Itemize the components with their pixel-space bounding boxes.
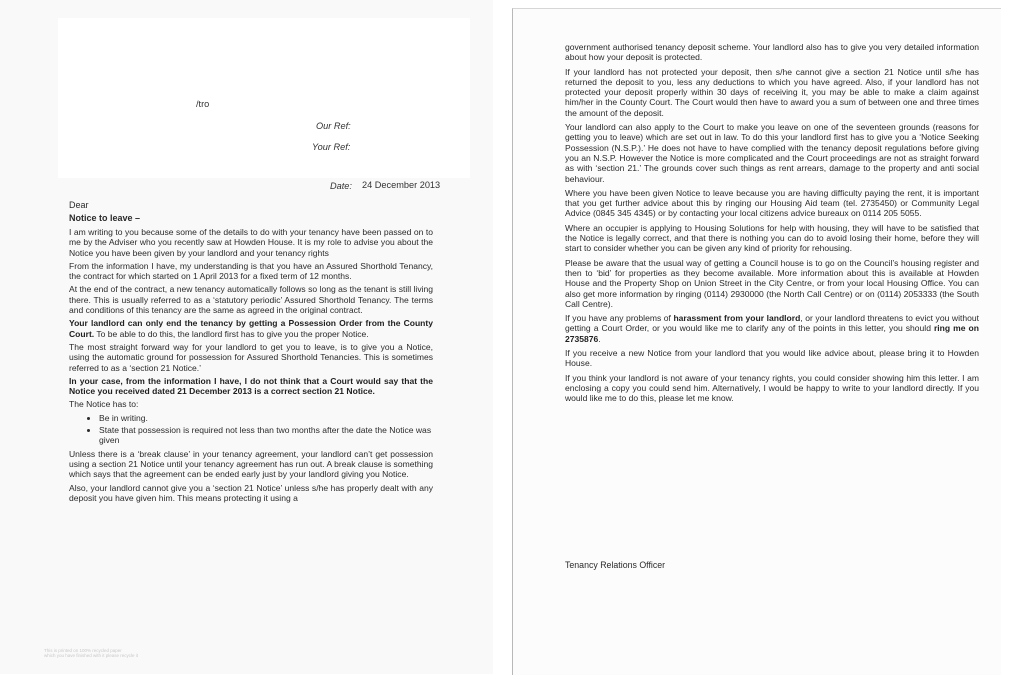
paragraph: Where an occupier is applying to Housing Solutions for help with housing, they will have to be satisfied that the Notice is legally correct, and that there is nothing you can do to avoid losing their home, before they will start to consider whether you can be given any kind of priority for rehousing. xyxy=(565,222,979,254)
paragraph: The most straight forward way for your landlord to get you to leave, is to give you a Notice, using the automatic ground for possession for Assured Shorthold Tenancies. This is sometimes referred to as a ‘section 21 Notice.’ xyxy=(69,341,433,373)
list-item: • State that possession is required not less than two months after the date the Notice was given xyxy=(99,425,433,446)
letter-page-2 xyxy=(512,8,1001,675)
paragraph-text: . xyxy=(598,333,601,344)
bold-paragraph: In your case, from the information I have, I do not think that a Court would say that the Notice you received dated 21 December 2013 is a correct section 21 Notice. xyxy=(69,375,433,397)
scan-gap xyxy=(493,0,512,674)
paragraph: If your landlord has not protected your deposit, then s/he cannot give a section 21 Notice until s/he has returned the deposit to you, less any deductions to which you have agreed. Also, if your landlord has not protected your deposit properly within 30 days of receiving it, you may be able to make a claim against him/her in the County Court. The Court would then have to award you a sum of between one and three times the amount of the deposit. xyxy=(565,66,979,118)
paragraph: Please be aware that the usual way of getting a Council house is to go on the Council’s housing register and then to ‘bid’ for properties as they become available. More information about this is available at Howden House and the Property Shop on Union Street in the City Centre, or from your local Housing Office. You can also get more information by ringing (0114) 2930000 (the North Call Centre) or on (0114) 2053333 (the South Call Centre). xyxy=(565,257,979,309)
paragraph: From the information I have, my understanding is that you have an Assured Shorthold Tenancy, the contract for which started on 1 April 2013 for a fixed term of 12 months. xyxy=(69,260,433,282)
paragraph xyxy=(565,313,979,344)
signature-title: Tenancy Relations Officer xyxy=(565,560,666,570)
your-ref-label: Your Ref: xyxy=(312,142,351,152)
paragraph-text: , or your landlord threatens to evict you without getting a Court Order, or you would like me to clarify any of the points in this letter, you should xyxy=(565,313,979,334)
letter-body-page-1 xyxy=(69,200,433,506)
paragraph: At the end of the contract, a new tenancy automatically follows so long as the tenant is still living there. This is usually referred to as a ‘statutory periodic’ Assured Shorthold Tenancy. The terms and conditions of this tenancy are the same as agreed in the original contract. xyxy=(69,284,433,316)
subject-heading: Notice to leave – xyxy=(69,213,141,223)
bold-phrase: harassment from your landlord xyxy=(673,313,801,324)
date-label: Date: xyxy=(330,181,352,191)
paragraph xyxy=(69,318,433,339)
footnote-line: which you have finished with it please recycle it xyxy=(44,653,139,658)
paragraph: I am writing to you because some of the details to do with your tenancy have been passed on to me by the Adviser who you recently saw at Howden House. It is my role to advise you about the Notice you have been given by your landlord and your tenancy rights xyxy=(69,227,433,258)
requirements-list xyxy=(69,413,433,446)
paragraph-text: If you have any problems of xyxy=(565,313,674,324)
list-item: • Be in writing. xyxy=(99,413,433,423)
paragraph: Your landlord can also apply to the Court to make you leave on one of the seventeen grounds (reasons for getting you to leave) which are set out in law. To do this your landlord first has to give you a ‘Notice Seeking Possession (N.S.P.).’ He does not have to have complied with the tenancy deposit regulations before giving you an N.S.P. However the Notice is more complicated and the Court proceedings are not as straight forward as with ‘section 21.’ The grounds cover such things as rent arrears, damage to the property and anti social behaviour. xyxy=(565,122,979,184)
bold-statement: Your landlord can only end the tenancy by getting a Possession Order from the County Court. xyxy=(69,318,433,339)
paragraph: If you receive a new Notice from your landlord that you would like advice about, please bring it to Howden House. xyxy=(565,348,979,369)
phone-number: ring me on 2735876 xyxy=(565,323,979,344)
paragraph: Unless there is a ‘break clause’ in your tenancy agreement, your landlord can’t get possession using a section 21 Notice until your tenancy agreement has run out. A break clause is something which says that the agreement can be ended early just by your landlord giving you Notice. xyxy=(69,448,433,480)
paragraph: If you think your landlord is not aware of your tenancy rights, you could consider showing him this letter. I am enclosing a copy you could send him. Alternatively, I would be happy to write to your landlord directly. If you would like me to do this, please let me know. xyxy=(565,372,979,404)
paragraph: government authorised tenancy deposit scheme. Your landlord also has to give you very detailed information about how your deposit is protected. xyxy=(565,42,979,63)
recycled-paper-footnote xyxy=(44,648,138,658)
paragraph: The Notice has to: xyxy=(69,399,139,410)
paragraph: Where you have been given Notice to leave because you are having difficulty paying the rent, it is important that you get further advice about this by ringing our Housing Aid team (tel. 2735450) or Community Legal Advice (0845 345 4345) or by contacting your local citizens advice bureaux on 0114 205 5055. xyxy=(565,187,979,219)
our-ref-label: Our Ref: xyxy=(316,121,351,131)
redacted-address-block xyxy=(58,18,470,178)
ref-code: /tro xyxy=(196,99,210,109)
letter-body-page-2 xyxy=(565,42,979,408)
letter-page-1 xyxy=(0,0,493,674)
paragraph: Also, your landlord cannot give you a ‘section 21 Notice’ unless s/he has properly dealt with any deposit you have given him. This means protecting it using a xyxy=(69,482,433,503)
salutation: Dear xyxy=(69,200,89,210)
date-value: 24 December 2013 xyxy=(362,180,441,190)
paragraph-text: To be able to do this, the landlord first has to give you the proper Notice. xyxy=(94,328,369,339)
footnote-line: This is printed on 100% recycled paper xyxy=(44,648,122,653)
